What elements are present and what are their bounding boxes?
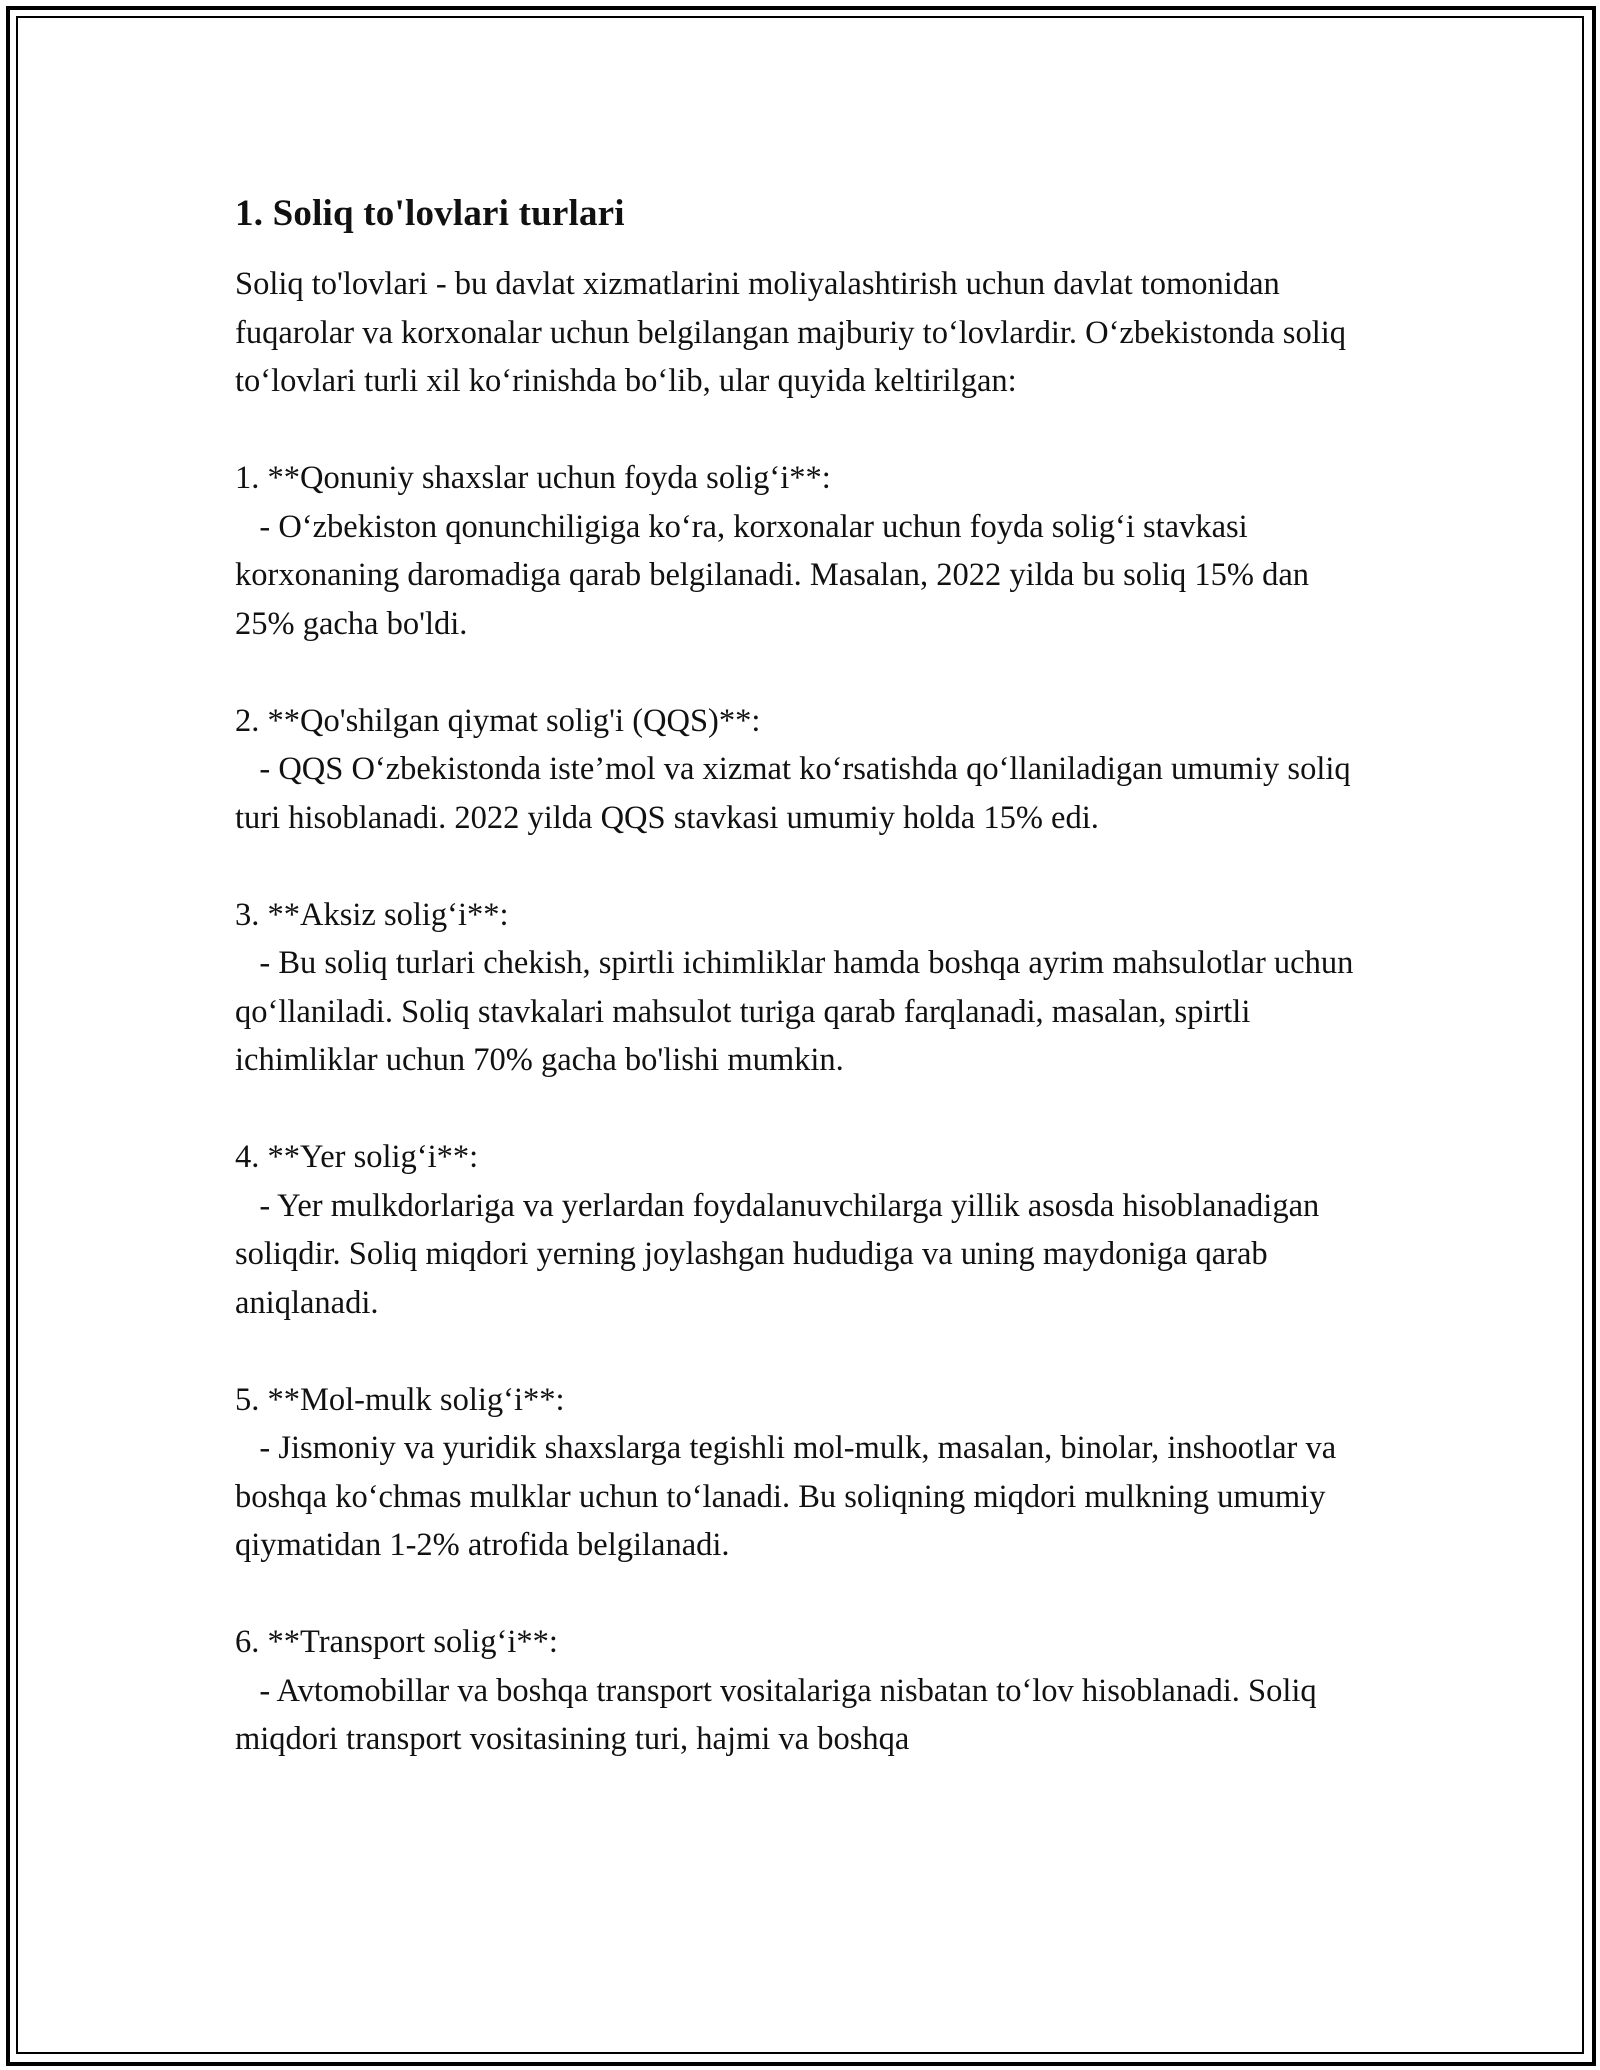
spacer xyxy=(235,648,1370,697)
list-item-heading: 5. **Mol-mulk solig‘i**: xyxy=(235,1381,565,1418)
spacer xyxy=(235,1327,1370,1376)
document-title: 1. Soliq to'lovlari turlari xyxy=(235,193,625,234)
list-item xyxy=(235,454,1370,648)
document-body xyxy=(235,188,1370,1764)
list-item xyxy=(235,891,1370,1085)
list-item-heading: 2. **Qo'shilgan qiymat solig'i (QQS)**: xyxy=(235,702,761,739)
list-item xyxy=(235,697,1370,843)
list-item-heading: 3. **Aksiz solig‘i**: xyxy=(235,896,509,933)
spacer xyxy=(235,406,1370,455)
list-item-body: - Bu soliq turlari chekish, spirtli ichimliklar hamda boshqa ayrim mahsulotlar uchun qo‘llaniladi. Soliq stavkalari mahsulot turiga qarab farqlanadi, masalan, spirtli ichimliklar uchun 70% gacha bo'lishi mumkin. xyxy=(235,945,1362,1078)
list-item xyxy=(235,1133,1370,1327)
list-item-body: - O‘zbekiston qonunchiligiga ko‘ra, korxonalar uchun foyda solig‘i stavkasi korxonaning daromadiga qarab belgilanadi. Masalan, 2022 yilda bu soliq 15% dan 25% gacha bo'ldi. xyxy=(235,508,1318,642)
intro-paragraph: Soliq to'lovlari - bu davlat xizmatlarini moliyalashtirish uchun davlat tomonidan fuqarolar va korxonalar uchun belgilangan majburiy to‘lovlardir. O‘zbekistonda soliq to‘lovlari turli xil ko‘rinishda bo‘lib, ular quyida keltirilgan: xyxy=(235,266,1355,399)
list-item-body: - Yer mulkdorlariga va yerlardan foydalanuvchilarga yillik asosda hisoblanadigan soliqdir. Soliq miqdori yerning joylashgan hududiga va uning maydoniga qarab aniqlanadi. xyxy=(235,1187,1328,1321)
list-item-body: - QQS O‘zbekistonda iste’mol va xizmat ko‘rsatishda qo‘llaniladigan umumiy soliq turi hisoblanadi. 2022 yilda QQS stavkasi umumiy holda 15% edi. xyxy=(235,751,1359,836)
list-item-heading: 6. **Transport solig‘i**: xyxy=(235,1624,558,1660)
spacer xyxy=(235,1570,1370,1619)
spacer xyxy=(235,1085,1370,1134)
list-item xyxy=(235,1376,1370,1570)
list-item xyxy=(235,1618,1370,1764)
list-item-heading: 1. **Qonuniy shaxslar uchun foyda solig‘i**: xyxy=(235,460,831,496)
list-item-body: - Avtomobillar va boshqa transport vositalariga nisbatan to‘lov hisoblanadi. Soliq miqdori transport vositasining turi, hajmi va boshqa xyxy=(235,1672,1325,1757)
list-item-heading: 4. **Yer solig‘i**: xyxy=(235,1139,479,1175)
spacer xyxy=(235,842,1370,891)
list-item-body: - Jismoniy va yuridik shaxslarga tegishli mol-mulk, masalan, binolar, inshootlar va boshqa ko‘chmas mulklar uchun to‘lanadi. Bu soliqning miqdori mulkning umumiy qiymatidan 1-2% atrofida belgilanadi. xyxy=(235,1430,1345,1563)
